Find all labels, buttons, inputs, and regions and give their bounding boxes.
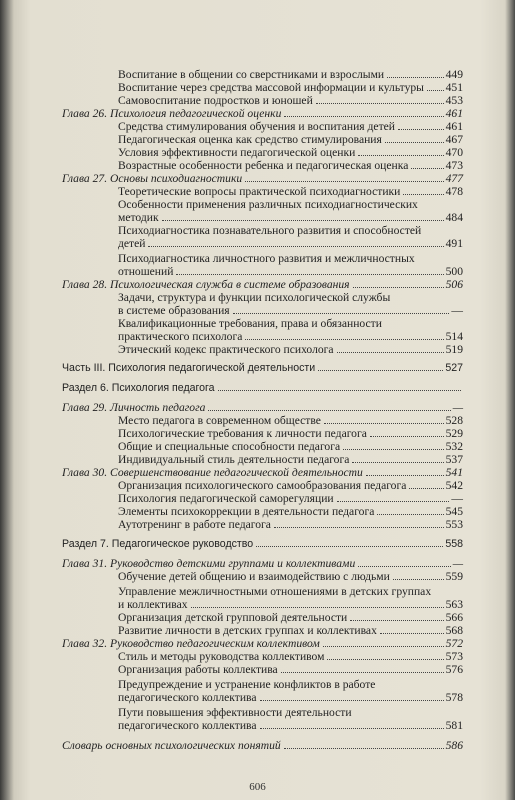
toc-entry: Обучение детей общению и взаимодействию с людьми 559 <box>118 570 463 583</box>
toc-entry: Элементы психокоррекции в деятельности педагога 545 <box>118 505 463 518</box>
chapter-heading: Глава 31. Руководство детскими группами и коллективами — <box>62 557 463 570</box>
toc-entry: Развитие личности в детских группах и коллективах 568 <box>118 624 463 637</box>
toc-entry-continuation: детей 491 <box>118 237 463 250</box>
toc-entry: Условия эффективности педагогической оценки 470 <box>118 146 463 159</box>
toc-entry: Квалификационные требования, права и обязанности <box>118 317 382 330</box>
part-heading: Часть III. Психология педагогической деятельности 527 <box>62 362 463 374</box>
toc-entry-continuation: отношений 500 <box>118 265 463 278</box>
toc-entry: Воспитание через средства массовой информации и культуры 451 <box>118 81 463 94</box>
chapter-heading: Глава 26. Психология педагогической оценки 461 <box>62 107 463 120</box>
toc-entry: Психодиагностика личностного развития и межличностных <box>118 252 415 265</box>
toc-entry: Организация работы коллектива 576 <box>118 663 463 676</box>
toc-entry-continuation: в системе образования — <box>118 304 463 317</box>
toc-entry: Место педагога в современном обществе 528 <box>118 414 463 427</box>
page-number: 606 <box>249 781 266 793</box>
toc-entry: Психология педагогической саморегуляции — <box>118 492 463 505</box>
toc-entry: Возрастные особенности ребенка и педагогическая оценка 473 <box>118 159 463 172</box>
chapter-heading: Глава 28. Психологическая служба в системе образования 506 <box>62 278 463 291</box>
chapter-heading: Глава 32. Руководство педагогическим коллективом 572 <box>62 637 463 650</box>
chapter-heading: Глава 29. Личность педагога — <box>62 401 463 414</box>
toc-entry: Пути повышения эффективности деятельности <box>118 706 352 719</box>
toc-entry-continuation: практического психолога 514 <box>118 330 463 343</box>
toc-entry: Воспитание в общении со сверстниками и взрослыми 449 <box>118 68 463 81</box>
toc-entry: Особенности применения различных психодиагностических <box>118 198 418 211</box>
toc-entry: Предупреждение и устранение конфликтов в работе <box>118 678 376 691</box>
toc-entry: Средства стимулирования обучения и воспитания детей 461 <box>118 120 463 133</box>
toc-entry: Управление межличностными отношениями в детских группах <box>118 585 432 598</box>
toc-entry: Организация детской групповой деятельности 566 <box>118 611 463 624</box>
toc-entry: Аутотренинг в работе педагога 553 <box>118 518 463 531</box>
toc-entry-continuation: педагогического коллектива 578 <box>118 691 463 704</box>
toc-entry: Стиль и методы руководства коллективом 573 <box>118 650 463 663</box>
toc-entry: Педагогическая оценка как средство стимулирования 467 <box>118 133 463 146</box>
glossary-entry: Словарь основных психологических понятий 586 <box>62 739 463 752</box>
toc-entry: Психодиагностика познавательного развития и способностей <box>118 224 422 237</box>
toc-entry: Психологические требования к личности педагога 529 <box>118 427 463 440</box>
toc-entry: Индивидуальный стиль деятельности педагога 537 <box>118 453 463 466</box>
toc-entry: Общие и специальные способности педагога 532 <box>118 440 463 453</box>
section-heading: Раздел 7. Педагогическое руководство 558 <box>62 538 463 550</box>
toc-entry: Теоретические вопросы практической психодиагностики 478 <box>118 185 463 198</box>
toc-entry: Этический кодекс практического психолога 519 <box>118 343 463 356</box>
toc-entry: Самовоспитание подростков и юношей 453 <box>118 94 463 107</box>
toc-entry-continuation: и коллективах 563 <box>118 598 463 611</box>
toc-entry-continuation: педагогического коллектива 581 <box>118 719 463 732</box>
toc-entry: Задачи, структура и функции психологической службы <box>118 291 391 304</box>
toc-entry: Организация психологического самообразования педагога 542 <box>118 479 463 492</box>
chapter-heading: Глава 30. Совершенствование педагогической деятельности 541 <box>62 466 463 479</box>
toc-entry-continuation: методик 484 <box>118 211 463 224</box>
section-heading: Раздел 6. Психология педагога <box>62 382 463 395</box>
chapter-heading: Глава 27. Основы психодиагностики 477 <box>62 172 463 185</box>
